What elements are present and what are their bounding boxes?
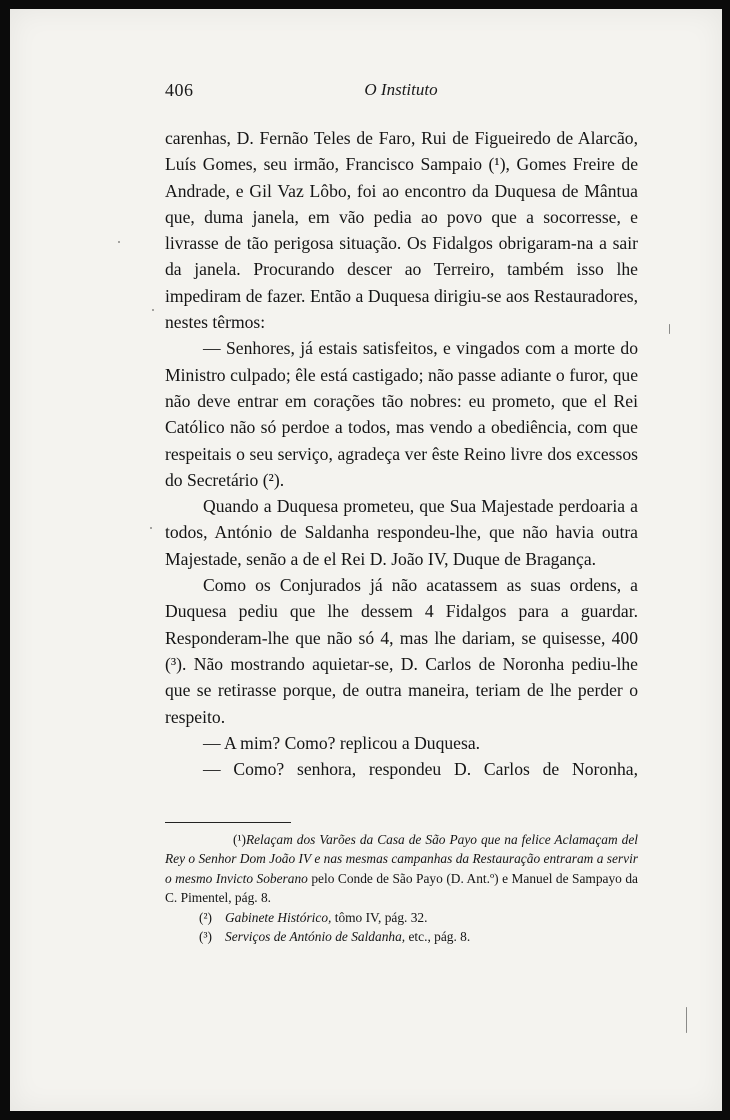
paragraph-2: — Senhores, já estais satisfeitos, e vingados com a morte do Ministro culpado; êle está castigado; não passe adiante o furor, que não deve entrar em corações tão nobres: eu prometo, que el Rei Católico não só perdoe a todos, mas vendo a obediência, com que respeitais o seu serviço, agradeça ver êste Reino livre dos excessos do Secretário (²). (165, 338, 638, 490)
footnote-1 (165, 830, 638, 908)
footnote-1-title: Relaçam dos Varões da Casa de São Payo que na felice Aclamaçam del Rey o Senhor Dom João IV e nas mesmas campanhas da Restauração entraram a servir o mesmo Invicto Soberano (165, 832, 638, 886)
page-number: 406 (165, 80, 194, 100)
scan-speck (150, 527, 152, 529)
footnote-3-title: Serviços de António de Saldanha, (225, 929, 406, 945)
running-title: O Instituto (364, 80, 438, 99)
scan-speck (152, 309, 154, 311)
footnote-3-mark: (³) (199, 929, 212, 945)
paragraph-3: Quando a Duquesa prometeu, que Sua Majestade perdoaria a todos, António de Saldanha respondeu-lhe, que não havia outra Majestade, senão a de el Rei D. João IV, Duque de Bragança. (165, 496, 638, 569)
scan-speck (669, 324, 670, 334)
footnote-3-text: etc., pág. 8. (405, 929, 471, 945)
body-text (165, 125, 638, 782)
paragraph-6: — Como? senhora, respondeu D. Carlos de Noronha, (203, 759, 638, 780)
footnote-rule (165, 822, 291, 823)
footnote-1-text: pelo Conde de São Payo (D. Ant.º) e Manuel de Sampayo da C. Pimentel, pág. 8. (165, 870, 638, 906)
paragraph-1: carenhas, D. Fernão Teles de Faro, Rui de Figueiredo de Alarcão, Luís Gomes, seu irmão, Francisco Sampaio (¹), Gomes Freire de Andrade, e Gil Vaz Lôbo, foi ao encontro da Duquesa de Mântua que, duma janela, em vão pedia ao povo que a socorresse, e livrasse de tão perigosa situação. Os Fidalgos obrigaram-na a sair da janela. Procurando descer ao Terreiro, também isso lhe impediram de fazer. Então a Duquesa dirigiu-se aos Restauradores, nestes têrmos: (165, 128, 638, 333)
footnote-2-text: tômo IV, pág. 32. (331, 909, 428, 925)
footnote-1-mark: (¹) (233, 832, 246, 847)
footnote-3 (165, 927, 638, 946)
paragraph-5: — A mim? Como? replicou a Duquesa. (203, 732, 481, 753)
footnote-2-title: Gabinete Histórico, (225, 909, 332, 925)
scan-speck (118, 241, 120, 243)
footnotes (165, 830, 638, 946)
footnote-2-mark: (²) (199, 909, 212, 925)
scan-speck (686, 1007, 687, 1033)
paragraph-4: Como os Conjurados já não acatassem as suas ordens, a Duquesa pediu que lhe dessem 4 Fidalgos para a guardar. Responderam-lhe que não só 4, mas lhe dariam, se quisesse, 400 (³). Não mostrando aquietar-se, D. Carlos de Noronha pediu-lhe que se retirasse porque, de outra maneira, teriam de lhe perder o respeito. (165, 575, 638, 727)
footnote-2 (165, 908, 638, 927)
